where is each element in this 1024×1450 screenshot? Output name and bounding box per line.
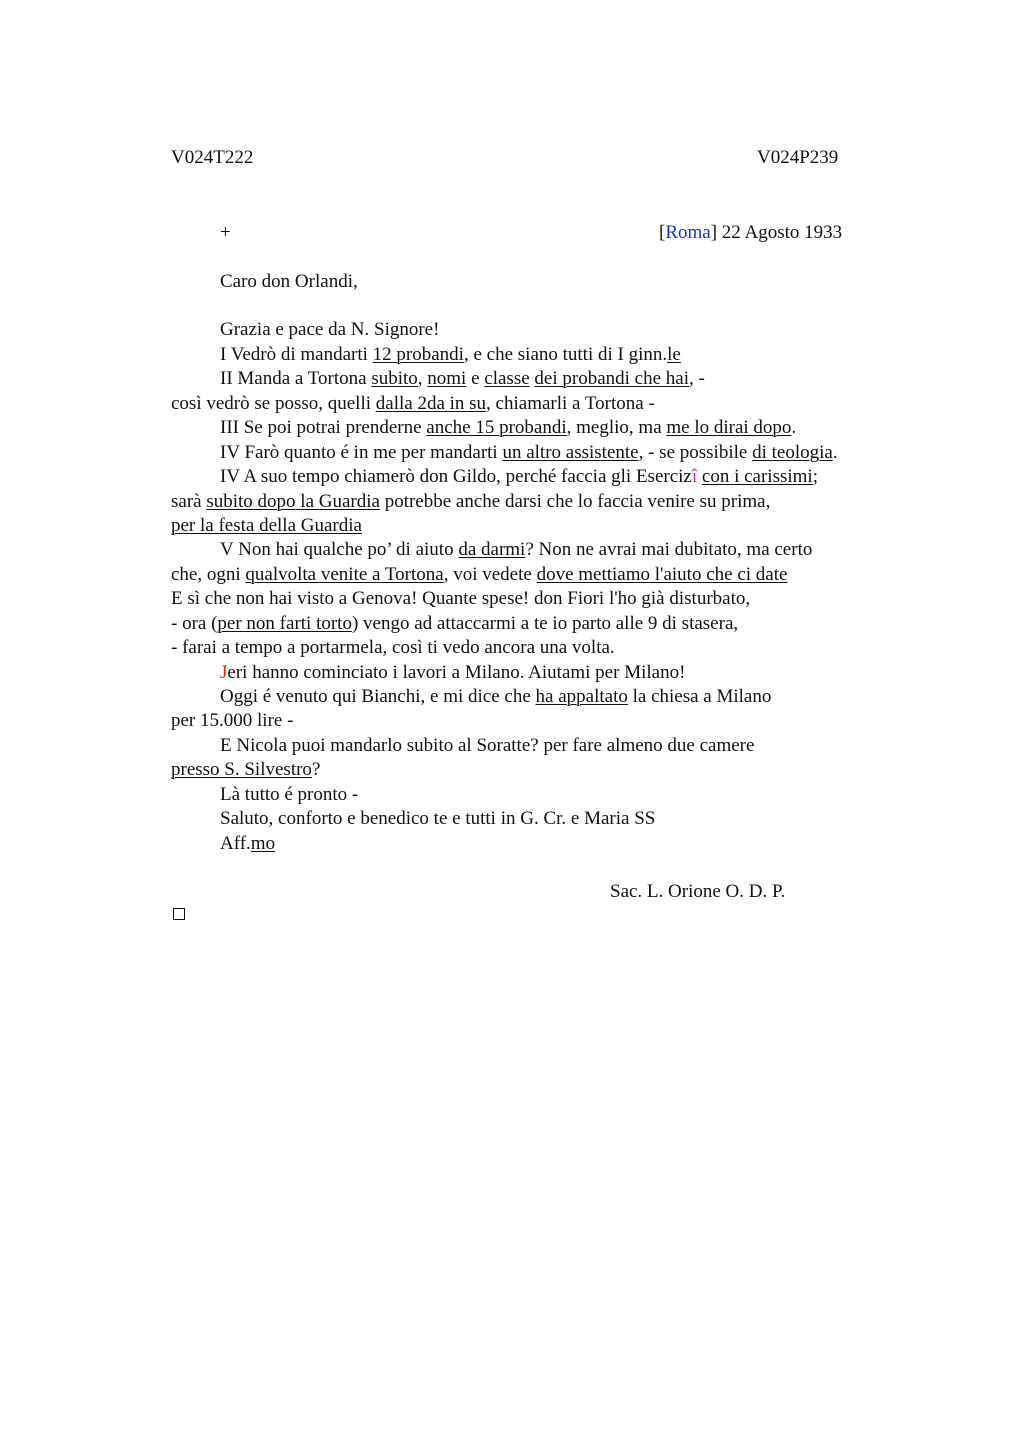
body-line-12: E sì che non hai visto a Genova! Quante spese! don Fiori l'ho già disturbato,	[171, 588, 751, 609]
body-line-20: Là tutto é pronto -	[220, 784, 359, 805]
date-text: 22 Agosto 1933	[717, 222, 843, 243]
body-line-21: Saluto, conforto e benedico te e tutti in G. Cr. e Maria SS	[220, 808, 656, 829]
body-line-19: presso S. Silvestro?	[171, 759, 321, 780]
body-line-11: che, ogni qualvolta venite a Tortona, voi vedete dove mettiamo l'aiuto che ci date	[171, 564, 788, 585]
body-line-13: - ora (per non farti torto) vengo ad attaccarmi a te io parto alle 9 di stasera,	[171, 613, 739, 634]
body-line-6: IV Farò quanto é in me per mandarti un altro assistente, - se possibile di teologia.	[220, 442, 838, 463]
body-line-3: II Manda a Tortona subito, nomi e classe dei probandi che hai, -	[220, 368, 705, 389]
body-line-7: IV A suo tempo chiamerò don Gildo, perché faccia gli Esercizî con i carissimi;	[220, 466, 818, 487]
header-left-code: V024T222	[171, 147, 254, 168]
body-line-16: Oggi é venuto qui Bianchi, e mi dice che ha appaltato la chiesa a Milano	[220, 686, 772, 707]
body-line-2: I Vedrò di mandarti 12 probandi, e che siano tutti di I ginn.le	[220, 344, 681, 365]
dateline: [Roma] 22 Agosto 1933	[659, 222, 843, 243]
body-line-15: Jeri hanno cominciato i lavori a Milano. Aiutami per Milano!	[220, 662, 686, 683]
signature: Sac. L. Orione O. D. P.	[610, 881, 786, 902]
header-right-code: V024P239	[757, 147, 839, 168]
body-line-17: per 15.000 lire -	[171, 710, 294, 731]
body-line-9: per la festa della Guardia	[171, 515, 362, 536]
cross-mark: +	[220, 222, 231, 243]
body-line-22: Aff.mo	[220, 833, 276, 854]
end-box-mark	[173, 908, 185, 920]
body-line-5: III Se poi potrai prenderne anche 15 probandi, meglio, ma me lo dirai dopo.	[220, 417, 797, 438]
body-line-10: V Non hai qualche po’ di aiuto da darmi? Non ne avrai mai dubitato, ma certo	[220, 539, 813, 560]
body-line-1: Grazia e pace da N. Signore!	[220, 319, 440, 340]
body-line-18: E Nicola puoi mandarlo subito al Soratte? per fare almeno due camere	[220, 735, 755, 756]
body-line-8: sarà subito dopo la Guardia potrebbe anche darsi che lo faccia venire su prima,	[171, 491, 771, 512]
place-name: Roma	[665, 222, 711, 243]
salutation: Caro don Orlandi,	[220, 271, 358, 292]
body-line-4: così vedrò se posso, quelli dalla 2da in su, chiamarli a Tortona -	[171, 393, 655, 414]
body-line-14: - farai a tempo a portarmela, così ti vedo ancora una volta.	[171, 637, 615, 658]
